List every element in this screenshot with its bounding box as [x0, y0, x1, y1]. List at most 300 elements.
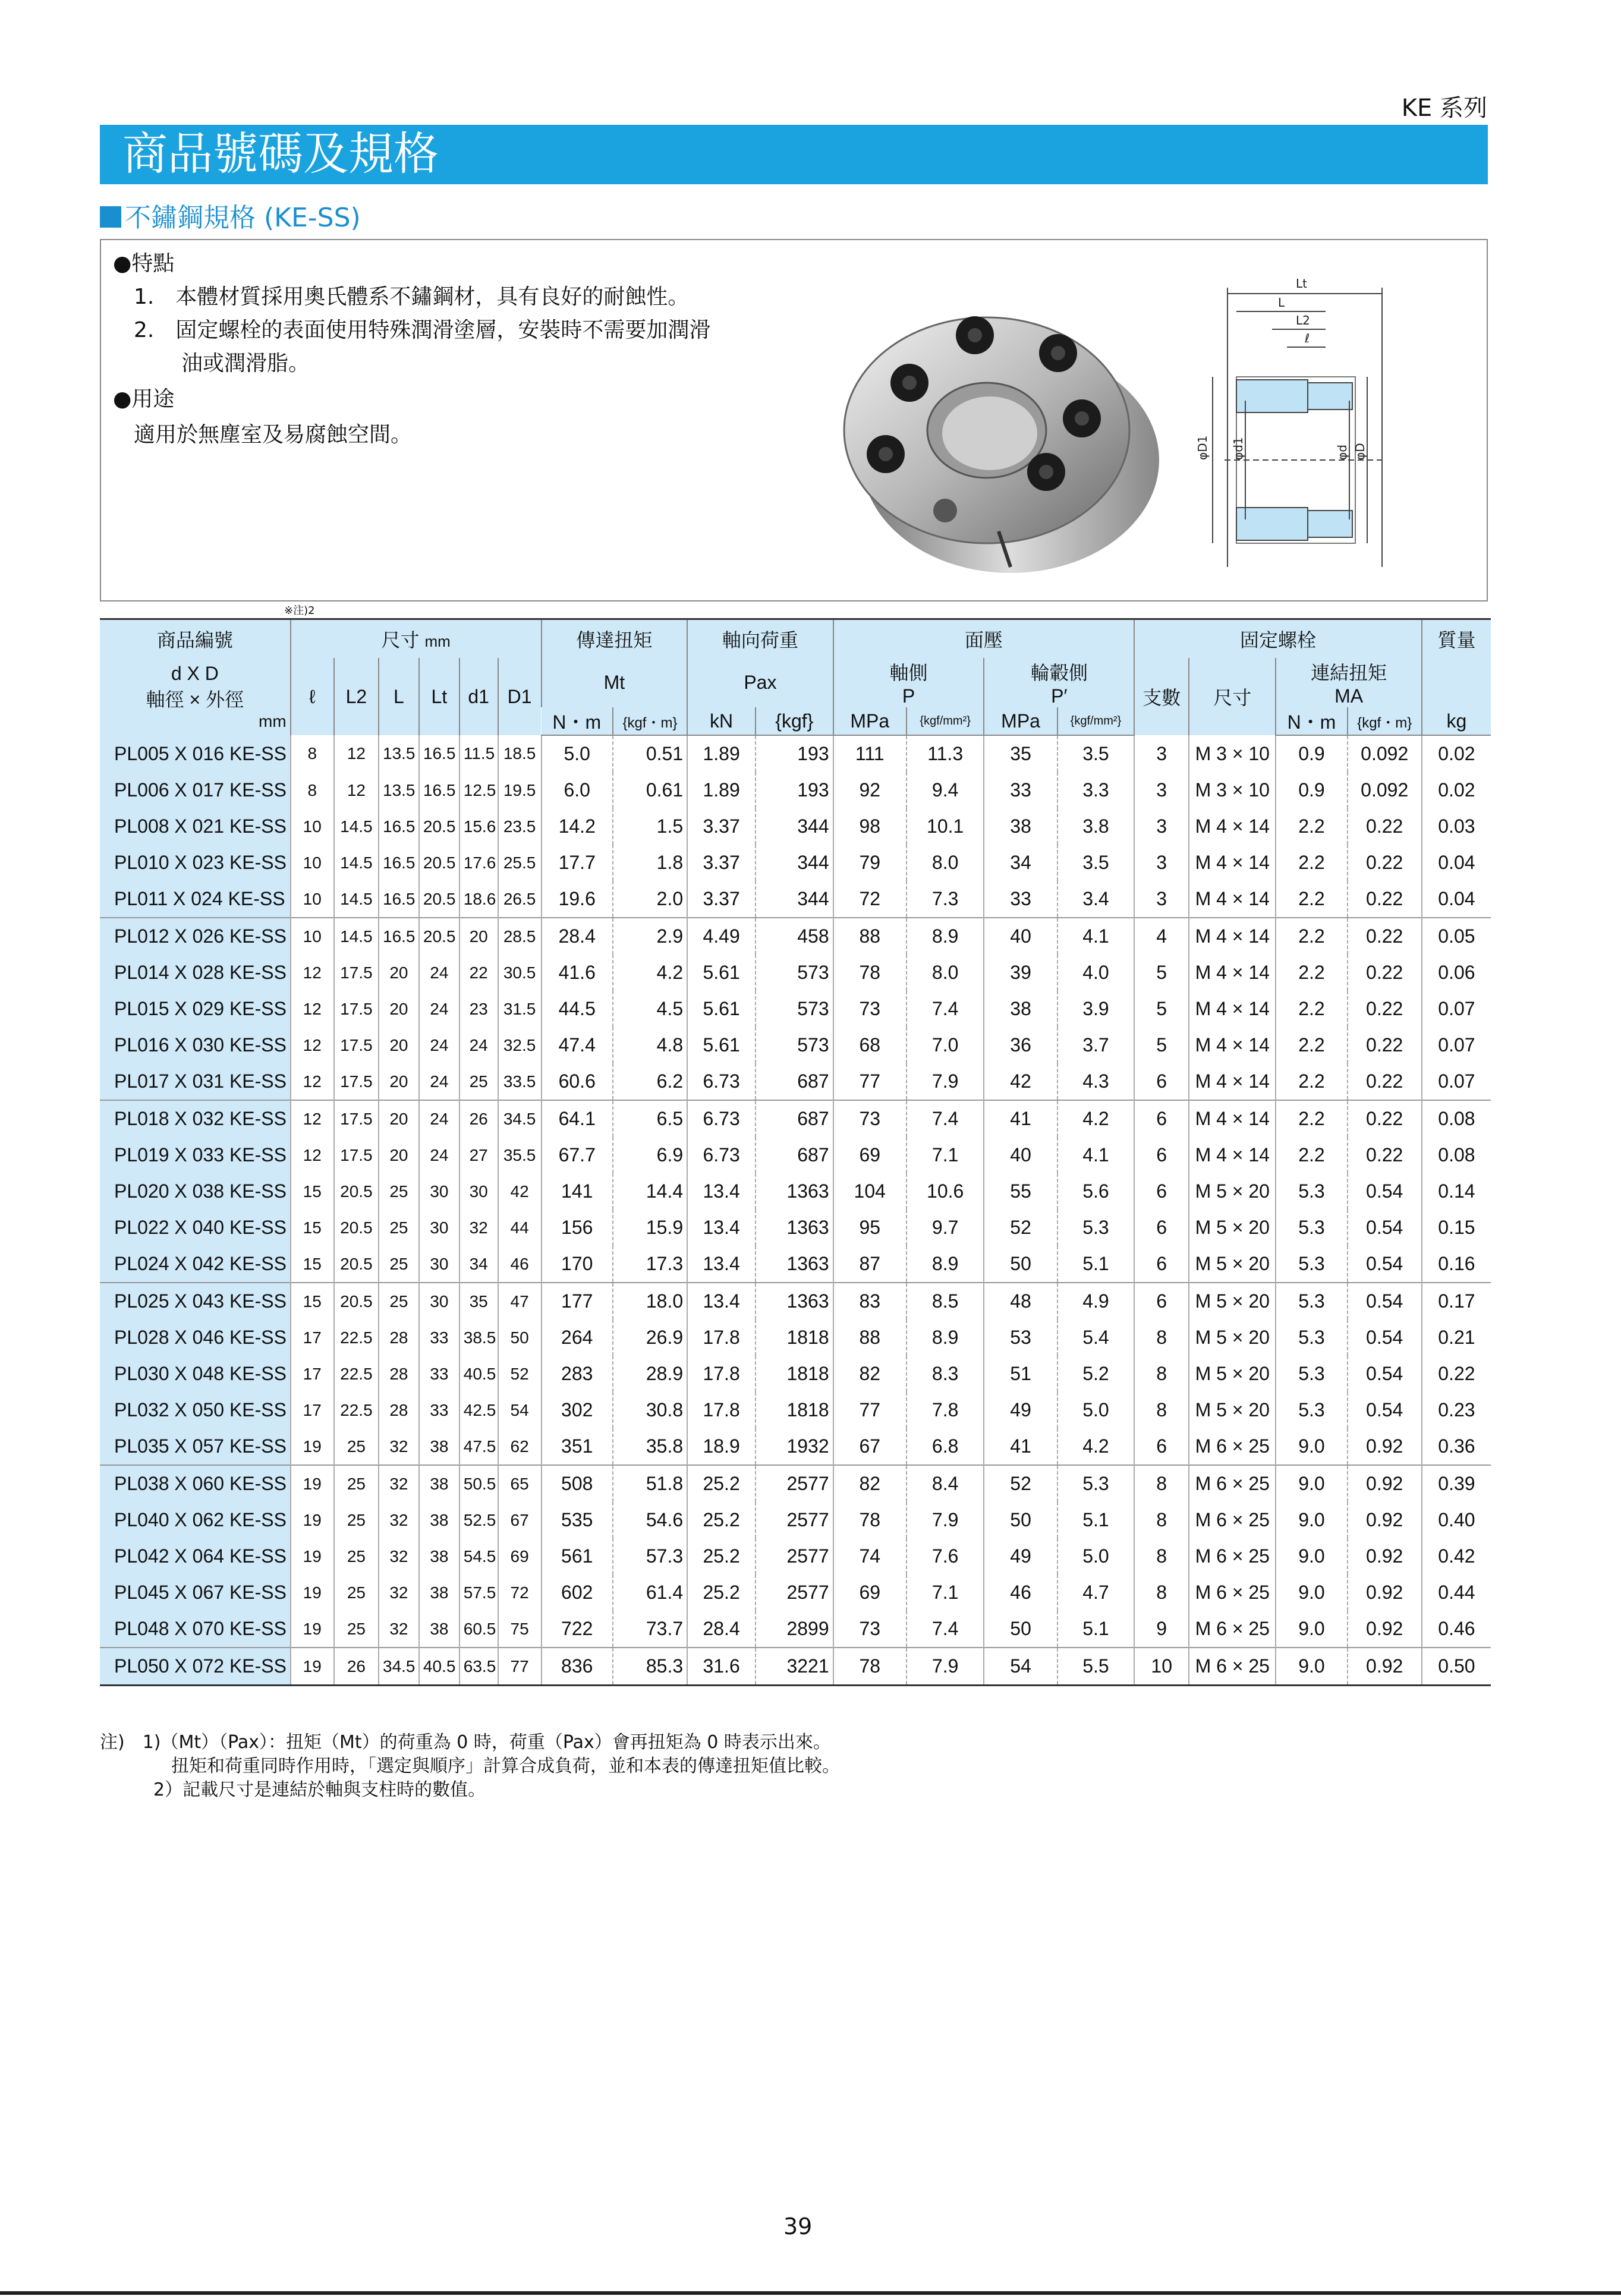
table-cell: 5.1: [1057, 1246, 1135, 1283]
table-cell: 7.4: [906, 1100, 984, 1137]
table-cell: 0.50: [1422, 1648, 1491, 1686]
table-cell: 12: [291, 1063, 334, 1100]
table-cell: M 5 × 20: [1189, 1246, 1276, 1283]
table-cell: 17.5: [334, 991, 379, 1027]
table-cell: 3.5: [1057, 845, 1135, 881]
table-cell: 38: [419, 1428, 459, 1465]
table-cell: 1.5: [613, 808, 687, 845]
table-cell: 5.3: [1276, 1173, 1347, 1210]
table-cell: 0.46: [1422, 1611, 1491, 1648]
table-cell: 5.5: [1057, 1648, 1135, 1686]
page-number: 39: [783, 2213, 813, 2240]
table-cell: 69: [833, 1574, 906, 1611]
table-cell: 30.5: [498, 955, 542, 991]
table-cell: 5.2: [1057, 1356, 1135, 1392]
table-cell: 6: [1134, 1428, 1189, 1465]
table-cell: 16.5: [379, 845, 419, 881]
table-cell: 28: [379, 1319, 419, 1356]
table-cell: 0.42: [1422, 1538, 1491, 1574]
table-cell: M 6 × 25: [1189, 1611, 1276, 1648]
table-cell: 26: [459, 1100, 498, 1137]
table-cell: 17.3: [613, 1246, 687, 1283]
table-cell: 2.2: [1276, 881, 1347, 918]
table-cell: 32: [379, 1428, 419, 1465]
hdr-dim: 尺寸 mm: [291, 619, 542, 659]
table-cell: 13.4: [687, 1246, 756, 1283]
table-cell: M 4 × 14: [1189, 881, 1276, 918]
footnotes: [100, 1731, 840, 1802]
table-cell: 561: [542, 1538, 613, 1574]
bottom-rule: [0, 2291, 1621, 2295]
table-cell: 26.9: [613, 1319, 687, 1356]
table-cell: 46: [984, 1574, 1057, 1611]
table-cell: 52.5: [459, 1502, 498, 1538]
table-cell: 54.5: [459, 1538, 498, 1574]
table-row: [100, 955, 1491, 991]
l-label: L: [1278, 295, 1285, 310]
table-cell: 54.6: [613, 1502, 687, 1538]
table-cell: 302: [542, 1392, 613, 1428]
table-cell: 51: [984, 1356, 1057, 1392]
unit-kgfm: {kgf・m}: [613, 707, 687, 735]
table-cell: 20.5: [419, 918, 459, 955]
unit-nm2: N・m: [1276, 707, 1347, 735]
table-cell: 0.54: [1348, 1210, 1422, 1246]
unit-kgfm2: {kgf・m}: [1348, 707, 1422, 735]
table-cell: 16.5: [379, 881, 419, 918]
table-cell: 2899: [756, 1611, 833, 1648]
table-row: [100, 1356, 1491, 1392]
table-cell: 25: [334, 1611, 379, 1648]
table-cell: 24: [459, 1027, 498, 1063]
table-cell: 12: [291, 1137, 334, 1173]
table-cell: 12: [334, 735, 379, 772]
table-cell: 52: [498, 1356, 542, 1392]
table-cell: 0.092: [1348, 735, 1422, 772]
table-cell: 49: [984, 1538, 1057, 1574]
table-cell: 17.5: [334, 1137, 379, 1173]
table-cell: 18.9: [687, 1428, 756, 1465]
table-cell: 20.5: [334, 1246, 379, 1283]
table-cell: 0.02: [1422, 735, 1491, 772]
table-cell: 54: [984, 1648, 1057, 1686]
table-cell: 10: [291, 845, 334, 881]
table-cell: 0.22: [1348, 1100, 1422, 1137]
table-cell: 10.1: [906, 808, 984, 845]
table-cell: 20: [379, 1063, 419, 1100]
table-cell: 55: [984, 1173, 1057, 1210]
table-cell: 9.0: [1276, 1538, 1347, 1574]
product-code-cell: PL016 X 030 KE-SS: [100, 1027, 291, 1063]
table-cell: 82: [833, 1356, 906, 1392]
table-cell: 23.5: [498, 808, 542, 845]
table-cell: 0.54: [1348, 1392, 1422, 1428]
table-cell: 77: [833, 1392, 906, 1428]
table-cell: 0.22: [1348, 1137, 1422, 1173]
table-cell: 0.54: [1348, 1246, 1422, 1283]
table-cell: 28.5: [498, 918, 542, 955]
hdr-hub-side: 輪轂側 P′: [984, 658, 1134, 707]
table-cell: 11.3: [906, 735, 984, 772]
table-cell: 30: [459, 1173, 498, 1210]
table-cell: 19: [291, 1502, 334, 1538]
table-cell: 41.6: [542, 955, 613, 991]
table-row: [100, 808, 1491, 845]
product-code-cell: PL017 X 031 KE-SS: [100, 1063, 291, 1100]
table-cell: 6: [1134, 1246, 1189, 1283]
hdr-lt: Lt: [419, 658, 459, 735]
table-cell: 0.9: [1276, 735, 1347, 772]
table-cell: 6: [1134, 1283, 1189, 1319]
table-cell: 34.5: [498, 1100, 542, 1137]
table-cell: 6.0: [542, 772, 613, 808]
table-cell: 77: [498, 1648, 542, 1686]
table-cell: M 4 × 14: [1189, 1063, 1276, 1100]
table-cell: M 4 × 14: [1189, 1100, 1276, 1137]
table-cell: 7.0: [906, 1027, 984, 1063]
table-cell: 10.6: [906, 1173, 984, 1210]
table-cell: 3.37: [687, 845, 756, 881]
table-cell: 573: [756, 991, 833, 1027]
table-row: [100, 1210, 1491, 1246]
table-cell: 6: [1134, 1100, 1189, 1137]
table-cell: 19.5: [498, 772, 542, 808]
d1-label: φD1: [1195, 435, 1210, 460]
table-cell: 4.49: [687, 918, 756, 955]
product-code-cell: PL012 X 026 KE-SS: [100, 918, 291, 955]
table-cell: 22.5: [334, 1356, 379, 1392]
table-cell: 2577: [756, 1538, 833, 1574]
table-cell: 7.8: [906, 1392, 984, 1428]
hdr-size: 尺寸: [1189, 658, 1276, 735]
table-cell: 14.5: [334, 918, 379, 955]
table-cell: 42.5: [459, 1392, 498, 1428]
table-cell: 8.4: [906, 1465, 984, 1502]
table-cell: 6: [1134, 1210, 1189, 1246]
table-cell: 52: [984, 1465, 1057, 1502]
table-row: [100, 1137, 1491, 1173]
table-cell: 32: [379, 1502, 419, 1538]
table-cell: 7.1: [906, 1137, 984, 1173]
table-cell: 10: [1134, 1648, 1189, 1686]
table-cell: 602: [542, 1574, 613, 1611]
table-cell: 0.22: [1348, 808, 1422, 845]
table-cell: 8.9: [906, 918, 984, 955]
table-cell: 0.22: [1348, 918, 1422, 955]
table-cell: 6.73: [687, 1137, 756, 1173]
table-cell: 33.5: [498, 1063, 542, 1100]
table-cell: 3: [1134, 845, 1189, 881]
table-cell: 8: [1134, 1319, 1189, 1356]
table-cell: 0.07: [1422, 991, 1491, 1027]
table-cell: 4.0: [1057, 955, 1135, 991]
table-cell: 19: [291, 1428, 334, 1465]
table-cell: 15: [291, 1246, 334, 1283]
table-row: [100, 1283, 1491, 1319]
table-cell: 2.2: [1276, 1137, 1347, 1173]
square-bullet-icon: [100, 206, 121, 228]
table-cell: 111: [833, 735, 906, 772]
table-row: [100, 1392, 1491, 1428]
table-cell: 2577: [756, 1465, 833, 1502]
table-cell: 283: [542, 1356, 613, 1392]
table-cell: 73.7: [613, 1611, 687, 1648]
table-cell: 0.39: [1422, 1465, 1491, 1502]
table-cell: 77: [833, 1063, 906, 1100]
table-cell: M 3 × 10: [1189, 772, 1276, 808]
table-cell: 20: [379, 1137, 419, 1173]
table-row: [100, 1100, 1491, 1137]
hdr-shaft-side: 軸側 P: [833, 658, 984, 707]
table-cell: 38: [419, 1465, 459, 1502]
table-cell: 12: [334, 772, 379, 808]
table-cell: 27: [459, 1137, 498, 1173]
table-cell: 4.2: [1057, 1428, 1135, 1465]
table-cell: 24: [419, 1027, 459, 1063]
table-cell: 87: [833, 1246, 906, 1283]
table-cell: 0.61: [613, 772, 687, 808]
table-cell: 4.2: [613, 955, 687, 991]
table-cell: 0.54: [1348, 1356, 1422, 1392]
dimension-diagram: [1189, 258, 1480, 591]
table-cell: 0.44: [1422, 1574, 1491, 1611]
table-cell: 30: [419, 1283, 459, 1319]
hdr-torque: 傳達扭矩: [542, 619, 687, 659]
table-row: [100, 918, 1491, 955]
table-cell: 47: [498, 1283, 542, 1319]
hdr-pressure: 面壓: [833, 619, 1135, 659]
table-row: [100, 1319, 1491, 1356]
hdr-d1: d1: [459, 658, 498, 735]
di-label: φd1: [1231, 437, 1245, 460]
spec-table: [100, 618, 1491, 1686]
table-cell: 5.3: [1057, 1210, 1135, 1246]
table-cell: 2.2: [1276, 1100, 1347, 1137]
table-cell: 5: [1134, 991, 1189, 1027]
table-cell: 0.092: [1348, 772, 1422, 808]
table-cell: 17.8: [687, 1392, 756, 1428]
table-cell: 24: [419, 1100, 459, 1137]
table-cell: 67: [498, 1502, 542, 1538]
table-cell: 17.7: [542, 845, 613, 881]
table-cell: 32: [379, 1465, 419, 1502]
table-cell: 51.8: [613, 1465, 687, 1502]
footnote-1b: 扭矩和荷重同時作用時，「選定與順序」計算合成負荷，並和本表的傳達扭矩值比較。: [100, 1756, 840, 1777]
table-cell: 16.5: [379, 918, 419, 955]
table-cell: M 3 × 10: [1189, 735, 1276, 772]
table-cell: 8: [291, 772, 334, 808]
table-cell: 687: [756, 1137, 833, 1173]
table-cell: 6.5: [613, 1100, 687, 1137]
table-cell: 0.23: [1422, 1392, 1491, 1428]
table-cell: 9.4: [906, 772, 984, 808]
footnote-2: 2）記載尺寸是連結於軸與支柱時的數值。: [100, 1780, 486, 1800]
table-cell: 28.9: [613, 1356, 687, 1392]
table-cell: 3.4: [1057, 881, 1135, 918]
table-cell: 32: [379, 1611, 419, 1648]
table-cell: 25: [334, 1428, 379, 1465]
table-cell: 35.8: [613, 1428, 687, 1465]
table-cell: 50: [498, 1319, 542, 1356]
table-cell: 19.6: [542, 881, 613, 918]
table-cell: 32: [379, 1538, 419, 1574]
table-note-marker: ※注)2: [284, 604, 315, 617]
table-cell: 7.9: [906, 1502, 984, 1538]
product-code-cell: PL038 X 060 KE-SS: [100, 1465, 291, 1502]
product-code-cell: PL050 X 072 KE-SS: [100, 1648, 291, 1686]
table-cell: 0.92: [1348, 1538, 1422, 1574]
table-cell: 5.61: [687, 991, 756, 1027]
table-cell: 88: [833, 1319, 906, 1356]
table-cell: 19: [291, 1465, 334, 1502]
table-cell: 40: [984, 1137, 1057, 1173]
table-cell: 0.22: [1348, 1063, 1422, 1100]
table-cell: 0.16: [1422, 1246, 1491, 1283]
table-cell: 10: [291, 881, 334, 918]
section-subtitle: [100, 196, 361, 234]
product-code-cell: PL042 X 064 KE-SS: [100, 1538, 291, 1574]
table-cell: 6: [1134, 1173, 1189, 1210]
table-cell: 3221: [756, 1648, 833, 1686]
table-cell: 836: [542, 1648, 613, 1686]
table-cell: 12: [291, 991, 334, 1027]
table-cell: 0.07: [1422, 1063, 1491, 1100]
table-cell: 1818: [756, 1392, 833, 1428]
table-cell: 20.5: [419, 808, 459, 845]
table-cell: 17.5: [334, 1100, 379, 1137]
table-row: [100, 1465, 1491, 1502]
table-cell: 67: [833, 1428, 906, 1465]
lt-label: Lt: [1296, 276, 1307, 291]
product-code-cell: PL024 X 042 KE-SS: [100, 1246, 291, 1283]
table-cell: 1.8: [613, 845, 687, 881]
table-cell: 20.5: [419, 845, 459, 881]
table-cell: 1.89: [687, 735, 756, 772]
table-cell: 5.0: [1057, 1392, 1135, 1428]
product-code-cell: PL035 X 057 KE-SS: [100, 1428, 291, 1465]
table-cell: 53: [984, 1319, 1057, 1356]
table-cell: 40.5: [459, 1356, 498, 1392]
table-cell: 2.2: [1276, 918, 1347, 955]
table-cell: 5.1: [1057, 1611, 1135, 1648]
table-cell: M 5 × 20: [1189, 1173, 1276, 1210]
table-cell: 5.4: [1057, 1319, 1135, 1356]
table-cell: 28: [379, 1392, 419, 1428]
table-cell: 44: [498, 1210, 542, 1246]
table-cell: 3: [1134, 808, 1189, 845]
table-cell: 34: [459, 1246, 498, 1283]
table-cell: 0.22: [1348, 1027, 1422, 1063]
table-cell: 13.5: [379, 735, 419, 772]
table-cell: 31.5: [498, 991, 542, 1027]
table-cell: 0.08: [1422, 1100, 1491, 1137]
table-cell: M 6 × 25: [1189, 1465, 1276, 1502]
table-cell: 344: [756, 845, 833, 881]
table-cell: M 5 × 20: [1189, 1392, 1276, 1428]
table-cell: 5.1: [1057, 1502, 1135, 1538]
table-cell: 2.2: [1276, 845, 1347, 881]
table-cell: 4.1: [1057, 1137, 1135, 1173]
table-cell: M 4 × 14: [1189, 955, 1276, 991]
table-cell: 0.36: [1422, 1428, 1491, 1465]
table-cell: 2.9: [613, 918, 687, 955]
table-cell: 177: [542, 1283, 613, 1319]
product-code-cell: PL025 X 043 KE-SS: [100, 1283, 291, 1319]
table-cell: 12: [291, 1027, 334, 1063]
table-cell: 19: [291, 1574, 334, 1611]
table-cell: 344: [756, 808, 833, 845]
table-cell: 3.37: [687, 808, 756, 845]
table-cell: 9.0: [1276, 1502, 1347, 1538]
table-cell: 69: [498, 1538, 542, 1574]
table-cell: 0.54: [1348, 1319, 1422, 1356]
table-cell: M 6 × 25: [1189, 1648, 1276, 1686]
table-cell: M 5 × 20: [1189, 1283, 1276, 1319]
table-cell: 52: [984, 1210, 1057, 1246]
table-cell: 19: [291, 1611, 334, 1648]
table-cell: 14.5: [334, 808, 379, 845]
table-cell: 0.03: [1422, 808, 1491, 845]
table-cell: 17.8: [687, 1319, 756, 1356]
table-cell: 57.3: [613, 1538, 687, 1574]
table-cell: M 4 × 14: [1189, 1137, 1276, 1173]
table-cell: 7.9: [906, 1648, 984, 1686]
table-cell: 98: [833, 808, 906, 845]
table-cell: 9.7: [906, 1210, 984, 1246]
table-cell: 26: [334, 1648, 379, 1686]
use-heading: ●用途: [113, 387, 175, 411]
hdr-mass-blank: [1422, 658, 1491, 707]
table-cell: 30: [419, 1210, 459, 1246]
table-cell: 67.7: [542, 1137, 613, 1173]
table-cell: 0.92: [1348, 1574, 1422, 1611]
table-cell: 2577: [756, 1502, 833, 1538]
feature-box: [100, 239, 1488, 601]
table-cell: 9.0: [1276, 1428, 1347, 1465]
table-cell: 38.5: [459, 1319, 498, 1356]
table-cell: 8: [1134, 1465, 1189, 1502]
unit-kgfmm22: {kgf/mm²}: [1057, 707, 1135, 735]
table-cell: 0.02: [1422, 772, 1491, 808]
table-cell: 0.51: [613, 735, 687, 772]
table-cell: 2.2: [1276, 991, 1347, 1027]
table-cell: 30: [419, 1173, 459, 1210]
table-cell: 2577: [756, 1574, 833, 1611]
unit-kgf: {kgf}: [756, 707, 833, 735]
table-cell: 4: [1134, 918, 1189, 955]
table-cell: 10: [291, 918, 334, 955]
footnote-1: 注) 1)（Mt）（Pax）：扭矩（Mt）的荷重為 0 時，荷重（Pax）會再扭矩為 0 時表示出來。: [100, 1732, 831, 1753]
table-cell: 24: [419, 1137, 459, 1173]
table-cell: 8.0: [906, 955, 984, 991]
table-cell: 8: [1134, 1502, 1189, 1538]
table-cell: 32: [379, 1574, 419, 1611]
table-cell: 2.2: [1276, 808, 1347, 845]
table-cell: 36: [984, 1027, 1057, 1063]
table-cell: 0.04: [1422, 845, 1491, 881]
table-cell: 7.3: [906, 881, 984, 918]
table-cell: 4.5: [613, 991, 687, 1027]
table-cell: 9.0: [1276, 1611, 1347, 1648]
table-cell: 0.54: [1348, 1173, 1422, 1210]
table-cell: 73: [833, 1611, 906, 1648]
table-cell: 19: [291, 1538, 334, 1574]
table-cell: 6.73: [687, 1063, 756, 1100]
table-cell: 38: [419, 1611, 459, 1648]
table-cell: 16.5: [419, 772, 459, 808]
table-cell: 1932: [756, 1428, 833, 1465]
table-cell: 193: [756, 735, 833, 772]
